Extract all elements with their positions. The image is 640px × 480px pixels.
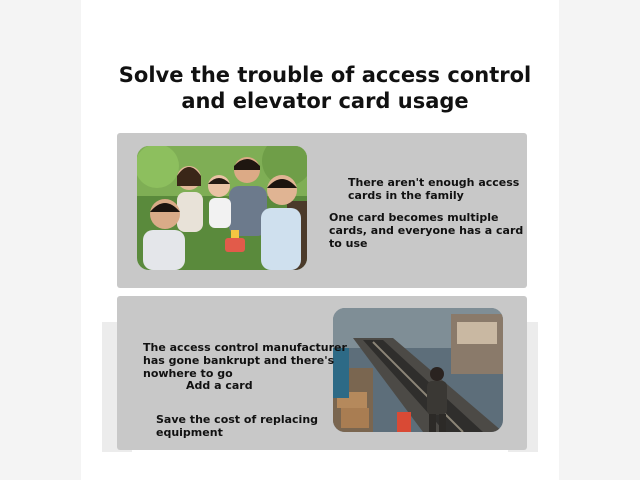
family-photo <box>137 146 307 270</box>
card2-action-text: Add a card <box>186 379 253 392</box>
card1-problem-text: There aren't enough access cards in the family <box>348 176 520 202</box>
title-line-2: and elevator card usage <box>181 89 469 113</box>
card1-solution-text: One card becomes multiple cards, and everyone has a card to use <box>329 211 524 250</box>
title-line-1: Solve the trouble of access control <box>118 63 532 87</box>
card2-benefit-text: Save the cost of replacing equipment <box>156 413 319 439</box>
card2-problem-text: The access control manufacturer has gone bankrupt and there's nowhere to go <box>143 341 347 380</box>
page-title <box>100 62 550 114</box>
